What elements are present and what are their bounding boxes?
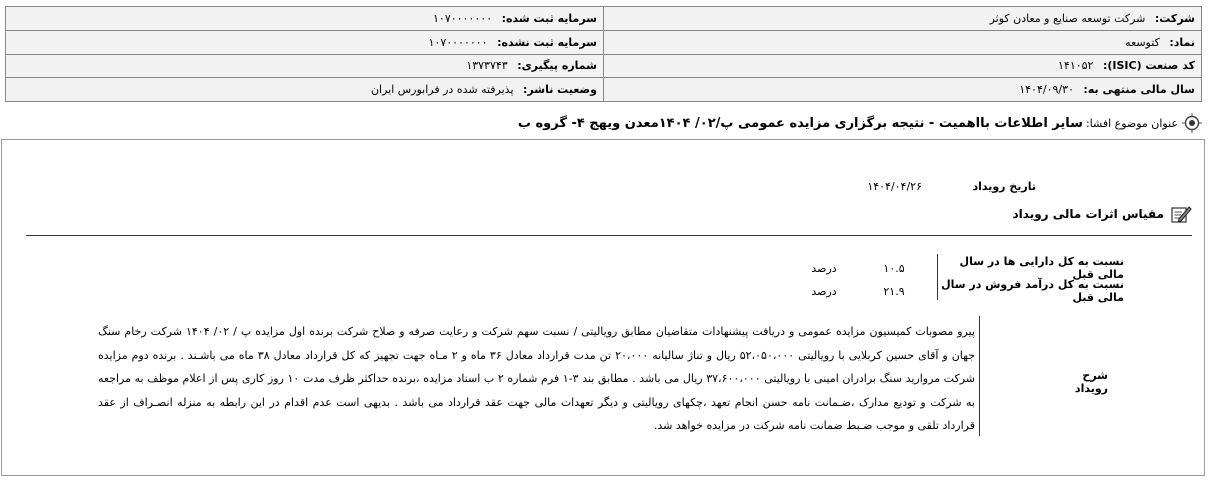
tracking-value: ۱۳۷۳۷۴۳	[466, 59, 508, 73]
company-info-table	[5, 6, 1202, 102]
registered-capital-label: سرمایه ثبت شده:	[501, 11, 597, 25]
description-label: شرح رویداد	[1074, 369, 1108, 395]
ratio-row	[704, 255, 1124, 281]
registered-capital-value: ۱۰۷۰۰۰۰۰۰۰	[433, 11, 493, 25]
fiscal-year-value: ۱۴۰۴/۰۹/۳۰	[1019, 83, 1074, 97]
publisher-status-label: وضعیت ناشر:	[523, 83, 597, 97]
company-label: شرکت:	[1154, 11, 1195, 25]
isic-cell	[604, 54, 1202, 78]
ratio-label: نسبت به کل دارایی ها در سال مالی قبل	[959, 255, 1124, 281]
tracking-label: شماره پیگیری:	[517, 59, 597, 73]
unregistered-capital-value: ۱۰۷۰۰۰۰۰۰۰	[428, 35, 488, 49]
symbol-value: کتوسعه	[1125, 35, 1160, 49]
description-divider	[979, 316, 980, 436]
fiscal-year-cell	[604, 78, 1202, 102]
section-divider	[26, 235, 1192, 236]
event-date-label: تاریخ رویداد	[972, 179, 1036, 193]
header-row	[6, 7, 1202, 31]
financial-effects-title: مقیاس اثرات مالی رویداد	[1012, 207, 1164, 221]
ratio-unit: درصد	[811, 284, 837, 298]
ratio-unit: درصد	[811, 261, 837, 275]
header-row	[6, 30, 1202, 54]
target-bullet-icon	[1182, 113, 1202, 133]
event-date-row	[716, 177, 1036, 195]
company-cell	[604, 7, 1202, 31]
description-text: پیرو مصوبات کمیسیون مزایده عمومی و دریافت پیشنهادات متقاضیان مطابق رویالیتی / نسبت سهم شرکت و رعایت صرفه و صلاح شرکت برنده اول مزایده پ / ۰۲/ ۱۴۰۴ شرکت رخام سنگ جهان و آقای حسین کربلایی با رویالیتی ۵۲،۰۵۰،۰۰۰ ریال و تناژ سالیانه ۲۰،۰۰۰ تن مدت قرارداد معادل ۳۶ ماه و ۲ مـاه جهت تجهیز که کل قرارداد معادل ۳۸ ماه می باشـند . برنده دوم مزایده شرکت مرواريد سنگ برادران امینی با رویالیتی ۳۷،۶۰۰،۰۰۰ ریال می باشد . مطابق بند ۳-۱ فرم شماره ۲ ب اسناد مزایده ،برنده حداکثر ظرف مدت ۱۰ روز کاری پس از اعلام موظف به مراجعه به شرکت و تودیع مدارک ،ضـمانت نامه حسن انجام تعهد ،چکهای رویالیتی و دیگر تعهدات مالی جهت عقد قرارداد می باشد . بدیهی است عدم اقدام در این رابطه به منزله انصـراف از عقد قرارداد تلقی و موجب ضـبط ضمانت نامه شرکت در مزایده خواهد شد.	[98, 325, 976, 432]
publisher-status-cell	[6, 78, 604, 102]
event-date-value: ۱۴۰۴/۰۴/۲۶	[867, 179, 922, 193]
unregistered-capital-label: سرمایه ثبت نشده:	[497, 35, 597, 49]
event-panel	[1, 139, 1205, 476]
unregistered-capital-cell	[6, 30, 604, 54]
isic-label: کد صنعت (ISIC):	[1102, 59, 1195, 73]
ratio-row	[704, 278, 1124, 304]
symbol-cell	[604, 30, 1202, 54]
fiscal-year-label: سال مالی منتهی به:	[1083, 83, 1195, 97]
header-row	[6, 54, 1202, 78]
edit-note-icon	[1170, 204, 1192, 224]
ratio-label: نسبت به کل درآمد فروش در سال مالی قبل	[941, 278, 1124, 304]
subject-title: سایر اطلاعات بااهمیت - نتیجه برگزاری مزایده عمومی پ/۰۲/ ۱۴۰۴معدن ویهج ۴- گروه ب	[517, 115, 1083, 131]
symbol-label: نماد:	[1169, 35, 1195, 49]
ratio-divider	[937, 254, 938, 300]
company-value: شرکت توسعه صنایع و معادن کوثر	[989, 11, 1146, 25]
tracking-cell	[6, 54, 604, 78]
ratio-value: ۱۰.۵	[883, 261, 905, 275]
isic-value: ۱۴۱۰۵۲	[1058, 59, 1094, 73]
ratio-value: ۲۱.۹	[883, 284, 905, 298]
header-row	[6, 78, 1202, 102]
publisher-status-value: پذیرفته شده در فرابورس ایران	[370, 83, 514, 97]
disclosure-subject	[502, 110, 1202, 136]
subject-label: عنوان موضوع افشا:	[1085, 116, 1178, 130]
financial-effects-heading	[1013, 203, 1192, 225]
registered-capital-cell	[6, 7, 604, 31]
